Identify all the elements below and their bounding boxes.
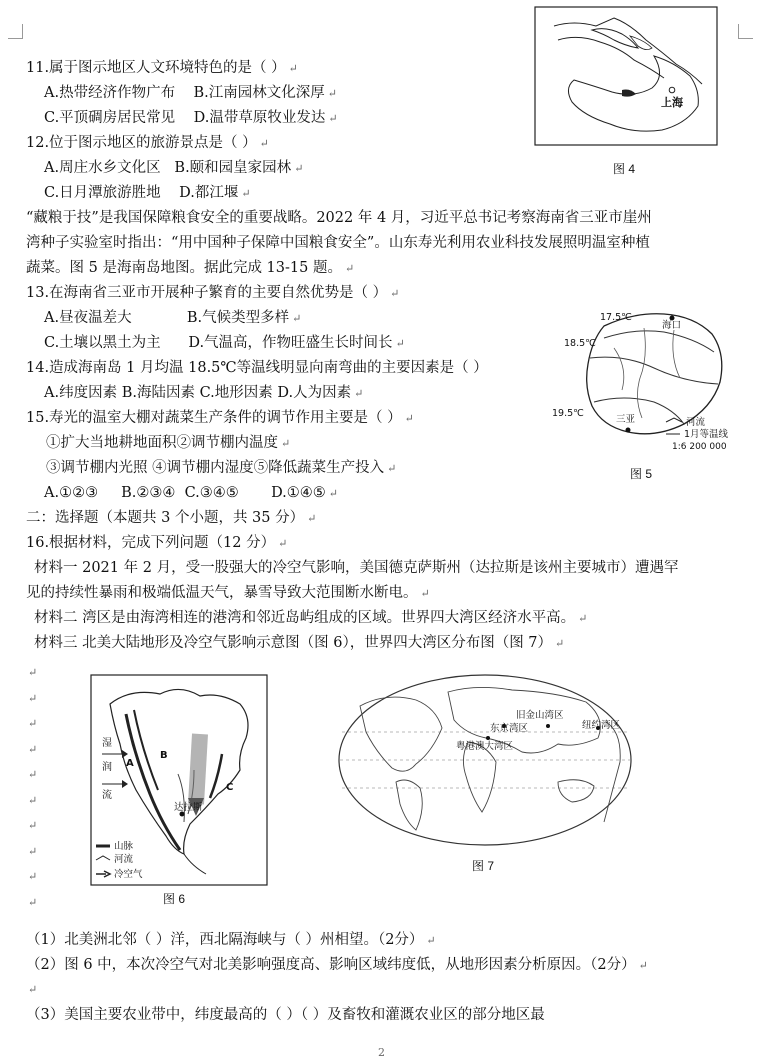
fig7-bay-tokyo: 东京湾区 bbox=[490, 723, 529, 734]
fig6-legend-river: 河流 bbox=[114, 854, 134, 865]
q16-material-3: 材料三 北美大陆地形及冷空气影响示意图（图 6），世界四大湾区分布图（图 7） ↵ bbox=[34, 635, 565, 651]
fig5-legend-isotherm: 1月等温线 bbox=[684, 429, 729, 440]
fig6-label-wet-2: 润 bbox=[102, 762, 112, 773]
section-2-heading: 二：选择题（本题共 3 个小题，共 35 分） ↵ bbox=[26, 510, 317, 526]
q16-sub-3: （3）美国主要农业带中，纬度最高的（ ）（ ）及畜牧和灌溉农业区的部分地区最 bbox=[26, 1007, 545, 1023]
fig5-city-haikou: 海口 bbox=[662, 320, 682, 331]
fig6-label-a: A bbox=[126, 758, 134, 769]
fig5-city-sanya: 三亚 bbox=[616, 414, 636, 425]
q16-stem: 16.根据材料，完成下列问题（12 分） ↵ bbox=[26, 535, 288, 551]
fig5-iso-17-5: 17.5℃ bbox=[600, 312, 632, 323]
fig6-label-wet-3: 流 bbox=[102, 790, 112, 801]
q15-items-line-1: ①扩大当地耕地面积②调节棚内温度 ↵ bbox=[46, 435, 291, 451]
empty-paragraph-mark: ↵ bbox=[28, 983, 38, 996]
fig7-bay-guangdong-hk-macao: 粤港澳大湾区 bbox=[456, 741, 514, 752]
fig6-label-b: B bbox=[160, 750, 168, 761]
figure-7-world-bay-areas-map bbox=[336, 672, 634, 848]
q14-options: A.纬度因素 B.海陆因素 C.地形因素 D.人为因素 ↵ bbox=[44, 385, 364, 401]
fig5-caption: 图 5 bbox=[630, 467, 653, 481]
figure-5-hainan-map bbox=[544, 298, 744, 456]
q16-material-1a: 材料一 2021 年 2 月，受一股强大的冷空气影响，美国德克萨斯州（达拉斯是该州主要城市）遭遇罕 bbox=[34, 560, 679, 576]
q12-options-cd: C.日月潭旅游胜地 D.都江堰 ↵ bbox=[44, 185, 251, 201]
fig7-bay-san-francisco: 旧金山湾区 bbox=[516, 710, 564, 721]
q11-options-ab: A.热带经济作物广布 B.江南园林文化深厚 ↵ bbox=[44, 85, 338, 101]
q11-stem: 11.属于图示地区人文环境特色的是（ ） ↵ bbox=[26, 60, 298, 76]
q13-stem: 13.在海南省三亚市开展种子繁育的主要自然优势是（ ） ↵ bbox=[26, 285, 400, 301]
fig4-label-shanghai: 上海 bbox=[661, 96, 683, 109]
q16-sub-1: （1）北美洲北邻（ ）洋，西北隔海峡与（ ）州相望。（2分） ↵ bbox=[26, 932, 436, 948]
fig6-city-dallas: 达拉斯 bbox=[174, 802, 203, 813]
intro-line-3: 蔬菜。图 5 是海南岛地图。据此完成 13-15 题。 ↵ bbox=[26, 260, 355, 276]
q12-stem: 12.位于图示地区的旅游景点是（ ） ↵ bbox=[26, 135, 269, 151]
page-number: 2 bbox=[378, 1046, 385, 1059]
q11-options-cd: C.平顶碉房居民常见 D.温带草原牧业发达 ↵ bbox=[44, 110, 338, 126]
fig5-iso-19-5: 19.5℃ bbox=[552, 408, 584, 419]
q13-options-ab: A.昼夜温差大 B.气候类型多样 ↵ bbox=[44, 310, 302, 326]
fig6-caption: 图 6 bbox=[163, 892, 186, 906]
q15-options: A.①②③ B.②③④ C.③④⑤ D.①④⑤ ↵ bbox=[44, 485, 338, 501]
q15-items-line-2: ③调节棚内光照 ④调节棚内湿度⑤降低蔬菜生产投入 ↵ bbox=[46, 460, 397, 476]
figure-6-north-america-map bbox=[90, 674, 268, 886]
q16-sub-2: （2）图 6 中，本次冷空气对北美影响强度高、影响区域纬度低，从地形因素分析原因。（2分） ↵ bbox=[26, 957, 648, 973]
corner-mark-right bbox=[738, 24, 753, 39]
q15-stem: 15.寿光的温室大棚对蔬菜生产条件的调节作用主要是（ ） ↵ bbox=[26, 410, 414, 426]
q12-options-ab: A.周庄水乡文化区 B.颐和园皇家园林 ↵ bbox=[44, 160, 304, 176]
fig7-caption: 图 7 bbox=[472, 859, 495, 873]
figure-4-map bbox=[534, 6, 718, 146]
corner-mark-left bbox=[8, 24, 23, 39]
fig6-label-wet-1: 湿 bbox=[102, 738, 112, 749]
fig4-caption: 图 4 bbox=[613, 162, 636, 176]
q14-stem: 14.造成海南岛 1 月均温 18.5℃等温线明显向南弯曲的主要因素是（ ） bbox=[26, 360, 488, 376]
q16-material-2: 材料二 湾区是由海湾相连的港湾和邻近岛屿组成的区域。世界四大湾区经济水平高。 ↵ bbox=[34, 610, 588, 626]
fig5-legend-river: 河流 bbox=[686, 417, 706, 428]
fig6-legend-cold-air: 冷空气 bbox=[114, 869, 143, 880]
fig5-scale: 1:6 200 000 bbox=[672, 442, 727, 452]
fig5-iso-18-5: 18.5℃ bbox=[564, 338, 596, 349]
fig7-bay-new-york: 纽约湾区 bbox=[582, 720, 621, 731]
empty-paragraph-marks: ↵ ↵ ↵ ↵ ↵ ↵ ↵ ↵ ↵ ↵ bbox=[28, 666, 38, 909]
fig6-label-c: C bbox=[226, 782, 234, 793]
intro-line-2: 湾种子实验室时指出：“用中国种子保障中国粮食安全”。山东寿光利用农业科技发展照明温室种植 bbox=[26, 235, 650, 251]
q16-material-1b: 见的持续性暴雨和极端低温天气，暴雪导致大范围断水断电。 ↵ bbox=[26, 585, 430, 601]
q13-options-cd: C.土壤以黑土为主 D.气温高，作物旺盛生长时间长 ↵ bbox=[44, 335, 405, 351]
intro-line-1: “藏粮于技”是我国保障粮食安全的重要战略。2022 年 4 月，习近平总书记考察海南省三亚市崖州 bbox=[26, 210, 652, 226]
fig6-legend-mountain: 山脉 bbox=[114, 841, 134, 852]
